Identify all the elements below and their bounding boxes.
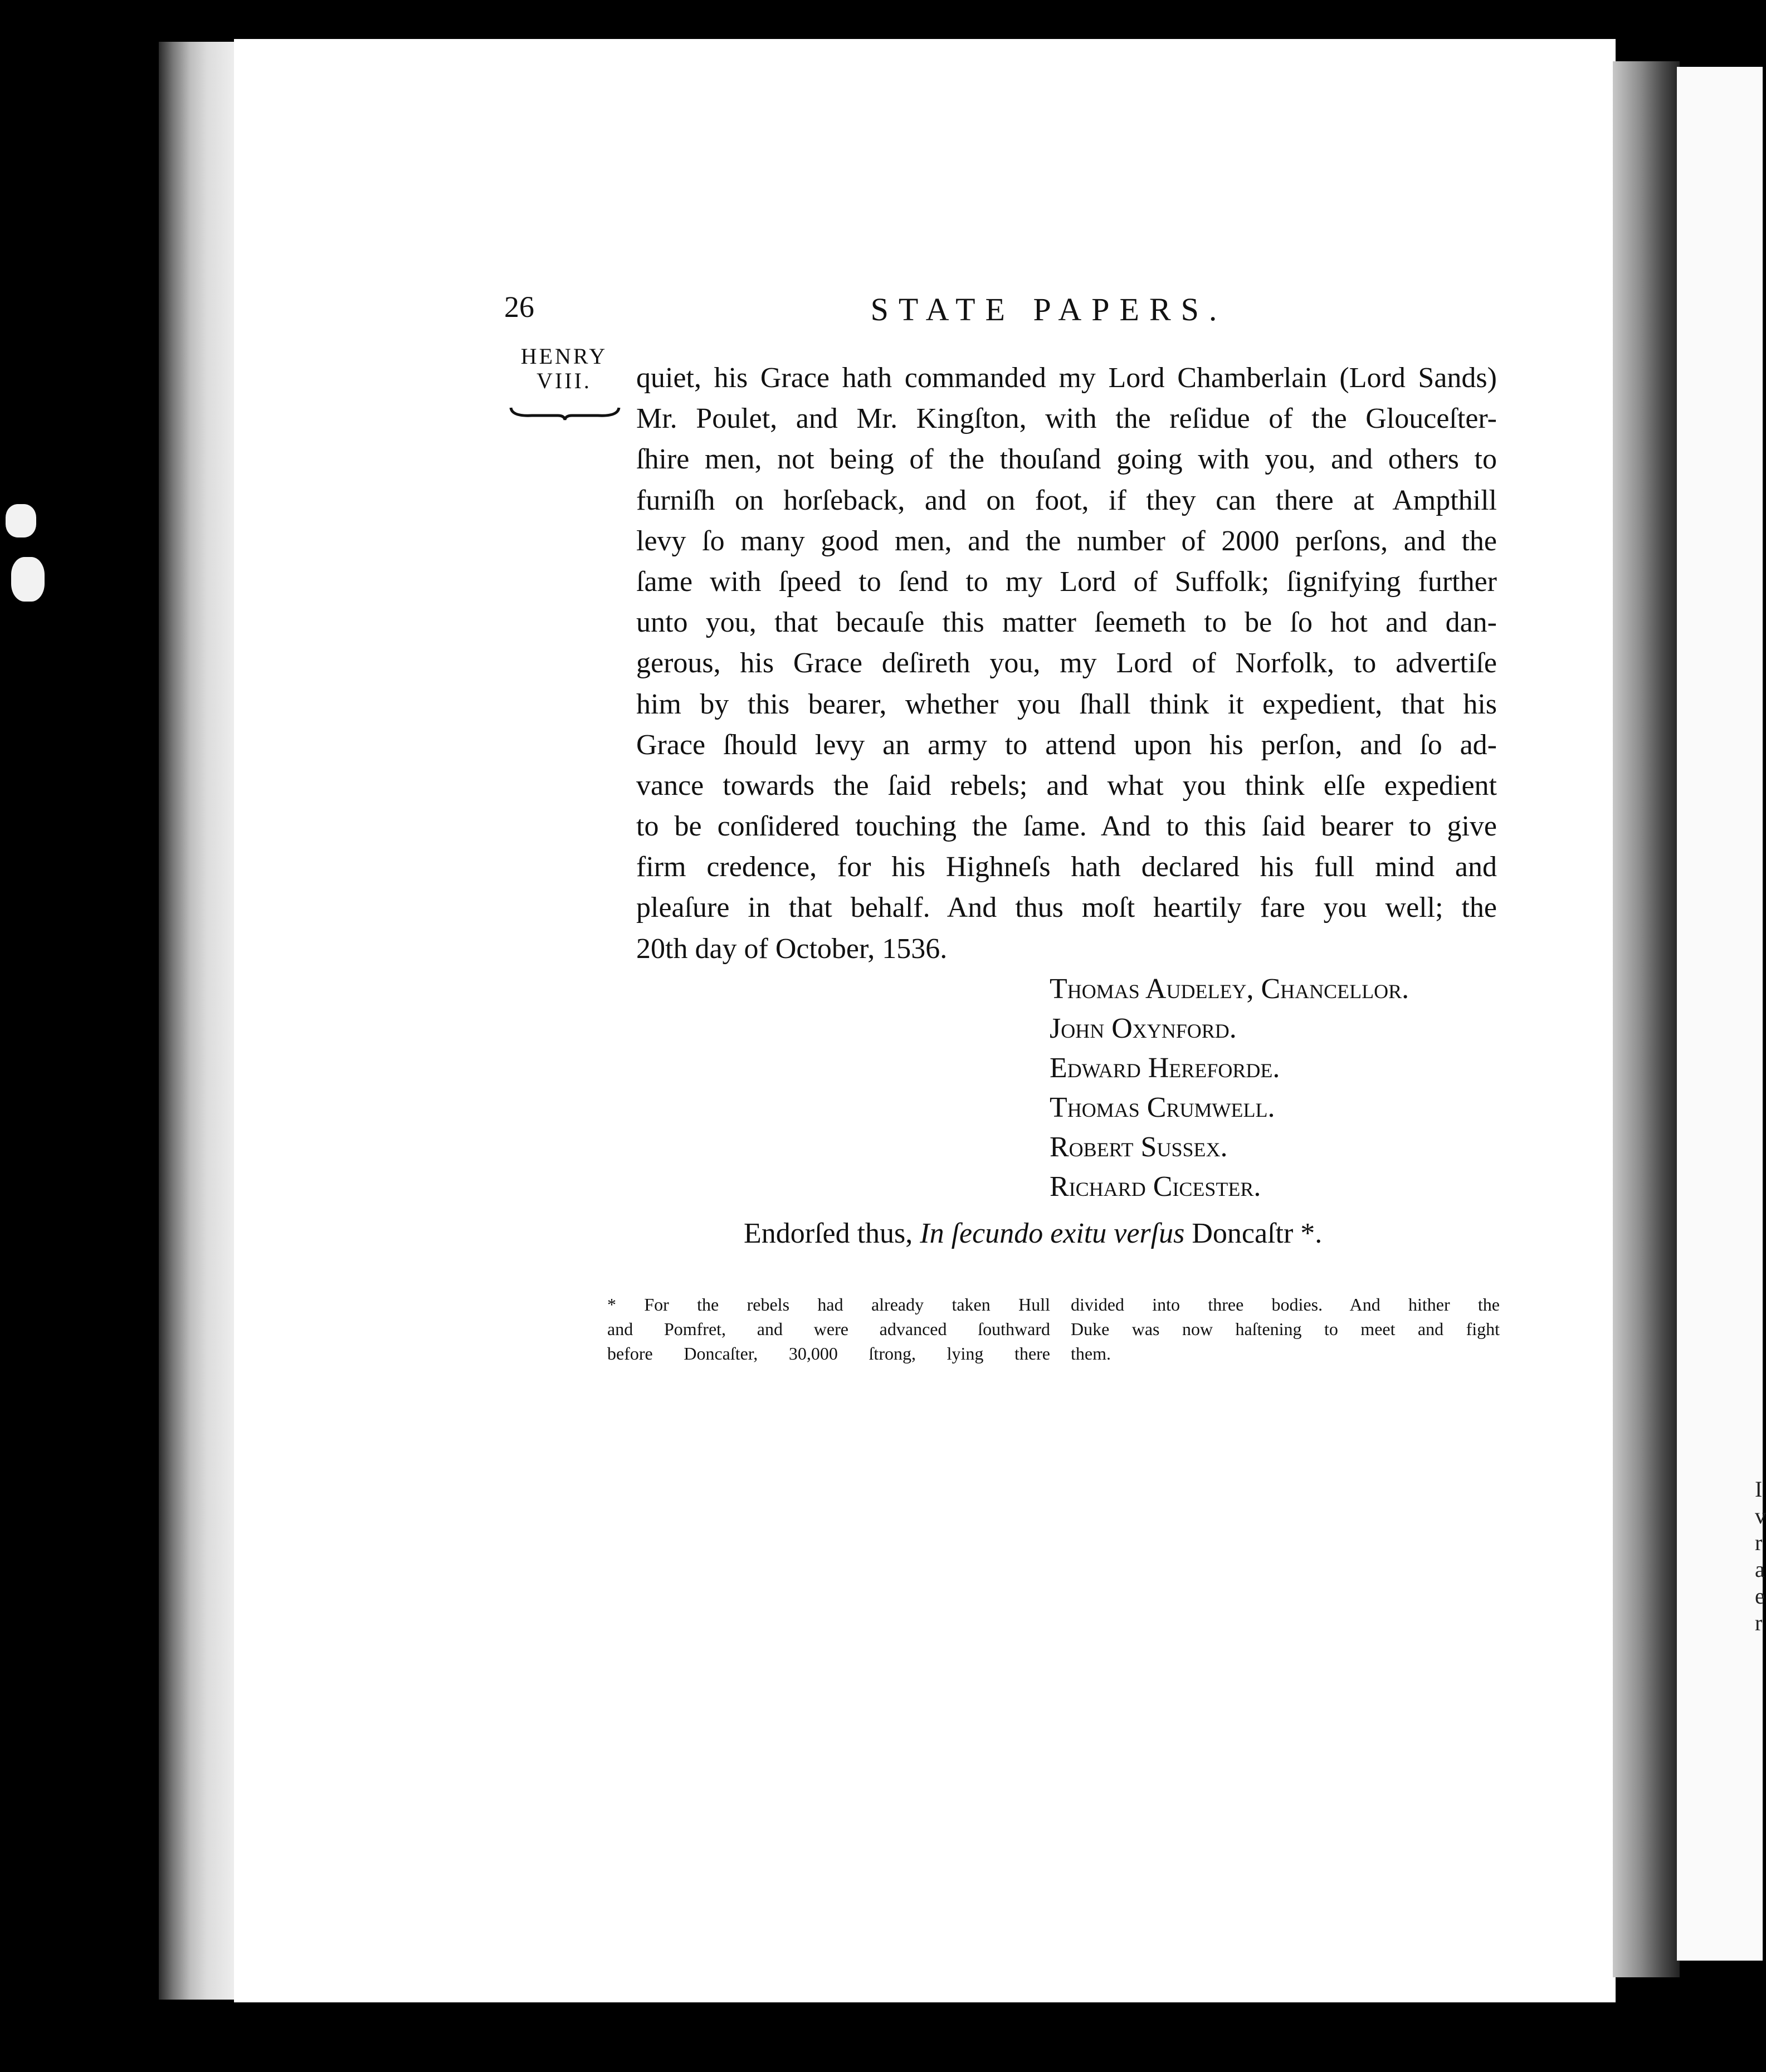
text-line: ſame with ſpeed to ſend to my Lord of Suffolk; ſignifying further xyxy=(636,565,1497,598)
running-title: STATE PAPERS. xyxy=(870,291,1227,328)
footnote-column-left xyxy=(607,1292,1050,1366)
footnote-column-right xyxy=(1071,1292,1500,1366)
text-line: unto you, that becauſe this matter ſeemeth to be ſo hot and dan- xyxy=(636,607,1497,639)
margin-note-line: HENRY xyxy=(520,344,608,369)
text-line: 20th day of October, 1536. xyxy=(636,932,948,965)
text-line: pleaſure in that behalf. And thus moſt heartily fare you well; the xyxy=(636,892,1497,924)
endorsement-italic: In ſecundo exitu verſus xyxy=(920,1218,1185,1249)
text-line: to be conſidered touching the ſame. And to this ſaid bearer to give xyxy=(636,810,1497,843)
text-line: levy ſo many good men, and the number of 2000 perſons, and the xyxy=(636,525,1497,557)
scan-speck xyxy=(6,504,36,537)
footnote-line: them. xyxy=(1071,1343,1111,1364)
signature: Thomas Crumwell. xyxy=(1050,1092,1275,1123)
adjacent-page-edge xyxy=(1677,67,1763,1961)
margin-note xyxy=(507,344,621,393)
text-line: furniſh on horſeback, and on foot, if they can there at Ampthill xyxy=(636,484,1497,516)
margin-note-line: VIII. xyxy=(536,368,592,393)
signature: Richard Cicester. xyxy=(1050,1171,1261,1203)
text-line: gerous, his Grace deſireth you, my Lord of Norfolk, to advertiſe xyxy=(636,647,1497,680)
book-gutter-left xyxy=(159,42,237,2000)
scan-speck xyxy=(11,557,45,602)
text-line: Grace ſhould levy an army to attend upon his perſon, and ſo ad- xyxy=(636,729,1497,761)
text-line: ſhire men, not being of the thouſand going with you, and others to xyxy=(636,443,1497,476)
footnote-line: divided into three bodies. And hither the xyxy=(1071,1294,1500,1314)
text-line: quiet, his Grace hath commanded my Lord Chamberlain (Lord Sands) xyxy=(636,362,1497,394)
text-line: vance towards the ſaid rebels; and what you think elſe expedient xyxy=(636,769,1497,802)
signature: Edward Herefordе. xyxy=(1050,1052,1280,1084)
page-header xyxy=(504,290,1515,334)
footnote-line: before Doncaſter, 30,000 ſtrong, lying there xyxy=(607,1343,1050,1364)
adjacent-page-text: I v r a e r xyxy=(1755,1477,1766,1635)
signature: John Oxynford. xyxy=(1050,1013,1237,1044)
signature-block xyxy=(1050,969,1409,1206)
text-line: him by this bearer, whether you ſhall think it expedient, that his xyxy=(636,688,1497,720)
book-gutter-right xyxy=(1613,61,1680,1977)
footnote-line: * For the rebels had already taken Hull xyxy=(607,1294,1050,1314)
margin-brace xyxy=(510,404,620,421)
page-number: 26 xyxy=(504,290,534,324)
footnote-line: and Pomfret, and were advanced ſouthward xyxy=(607,1319,1050,1339)
endorsement-suffix: Doncaſtr *. xyxy=(1192,1218,1323,1249)
endorsement xyxy=(744,1217,1322,1250)
endorsement-prefix: Endorſed thus, xyxy=(744,1218,913,1249)
footnote-line: Duke was now haſtening to meet and fight xyxy=(1071,1319,1500,1339)
signature: Thomas Audeley, Chancellor. xyxy=(1050,973,1409,1005)
signature: Robert Sussex. xyxy=(1050,1131,1228,1163)
text-line: firm credence, for his Highneſs hath declared his full mind and xyxy=(636,851,1497,883)
text-line: Mr. Poulet, and Mr. Kingſton, with the reſidue of the Glouceſter- xyxy=(636,403,1497,435)
letter-body xyxy=(636,358,1497,969)
